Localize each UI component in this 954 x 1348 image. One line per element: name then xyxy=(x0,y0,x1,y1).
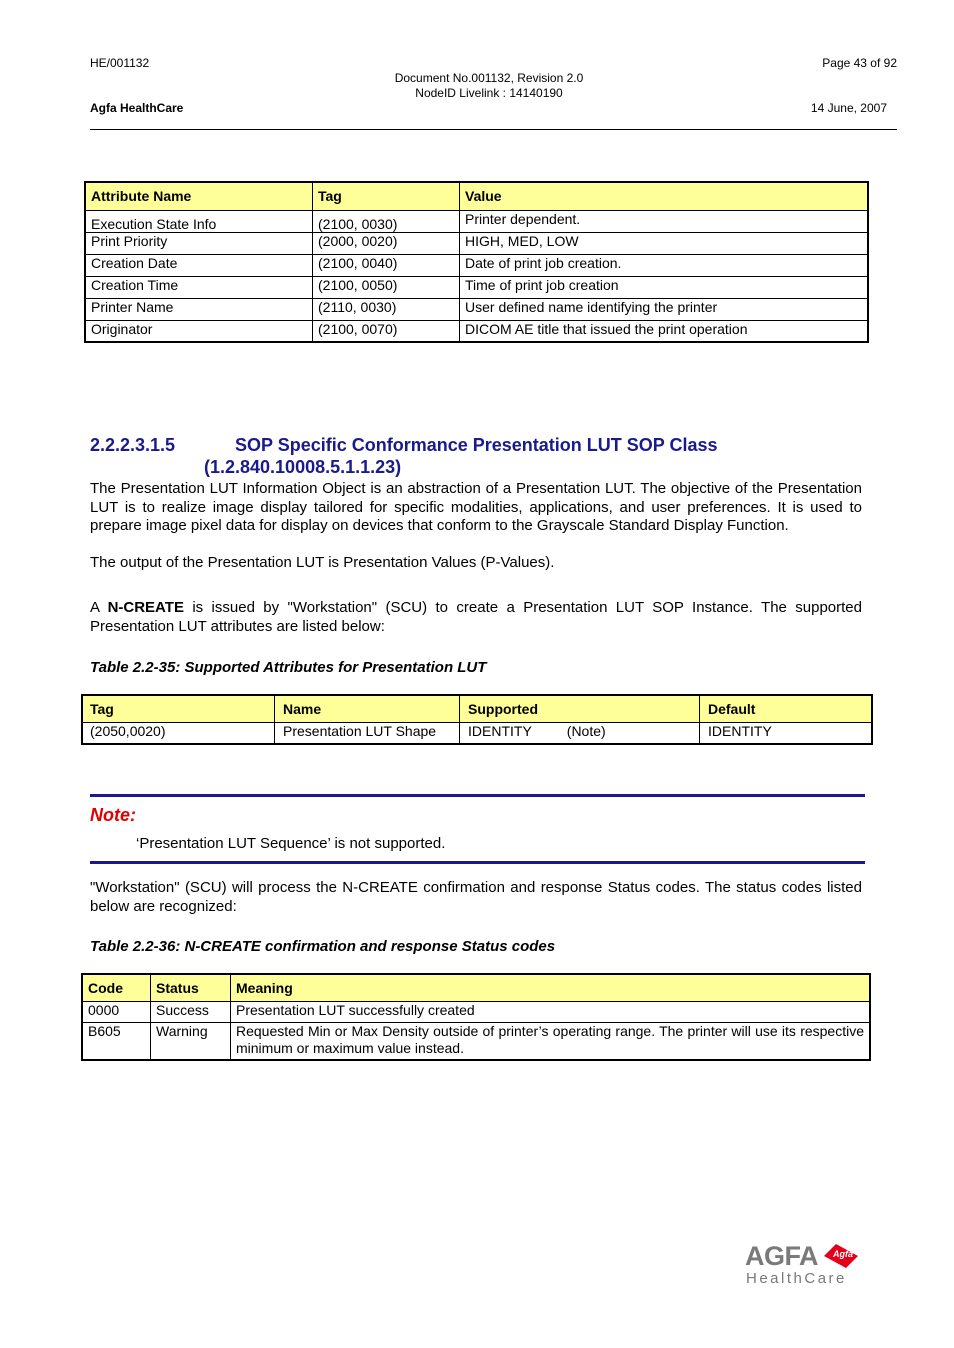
table-cell: Print Priority xyxy=(85,232,313,254)
table-row xyxy=(85,276,868,298)
paragraph-text: is issued by "Workstation" (SCU) to create a Presentation LUT SOP Instance. The supported Presentation LUT attributes are listed below: xyxy=(90,599,862,635)
table-cell: User defined name identifying the printer xyxy=(460,298,869,320)
table-caption: Table 2.2-36: N-CREATE confirmation and response Status codes xyxy=(90,938,556,955)
paragraph: "Workstation" (SCU) will process the N-CREATE confirmation and response Status codes. The status codes listed below are recognized: xyxy=(90,879,862,915)
column-header: Code xyxy=(82,974,151,1001)
node-id: NodeID Livelink : 14140190 xyxy=(415,86,563,100)
table-cell: (2050,0020) xyxy=(82,722,275,744)
table-cell: Originator xyxy=(85,320,313,342)
document-code: HE/001132 xyxy=(90,56,150,70)
column-header: Name xyxy=(275,695,460,722)
table-cell: 0000 xyxy=(82,1001,151,1022)
section-title-oid: (1.2.840.10008.5.1.1.23) xyxy=(204,457,402,477)
column-header: Status xyxy=(151,974,231,1001)
header-rule xyxy=(90,129,897,130)
table-cell: (2100, 0040) xyxy=(313,254,460,276)
supported-note: (Note) xyxy=(566,722,606,739)
column-header: Value xyxy=(460,182,869,210)
table-cell: Presentation LUT Shape xyxy=(275,722,460,744)
table-header-row xyxy=(82,974,870,1001)
page-number: Page 43 of 92 xyxy=(822,56,897,70)
column-header: Tag xyxy=(313,182,460,210)
note-text: ‘Presentation LUT Sequence’ is not supported. xyxy=(136,835,446,852)
table-row xyxy=(82,722,872,744)
column-header: Attribute Name xyxy=(85,182,313,210)
note-title: Note: xyxy=(90,805,136,825)
note-bottom-rule xyxy=(90,861,865,864)
logo-wordmark: AGFA xyxy=(745,1241,819,1271)
paragraph: The output of the Presentation LUT is Presentation Values (P-Values). xyxy=(90,554,555,571)
table-cell: Presentation LUT successfully created xyxy=(231,1001,871,1022)
agfa-healthcare-logo xyxy=(745,1240,865,1290)
note-top-rule xyxy=(90,794,865,797)
table-cell: (2110, 0030) xyxy=(313,298,460,320)
table-row xyxy=(82,1022,870,1060)
table-cell: (2100, 0050) xyxy=(313,276,460,298)
section-title: SOP Specific Conformance Presentation LUT SOP Class xyxy=(235,435,718,455)
attributes-table xyxy=(84,181,869,343)
document-date: 14 June, 2007 xyxy=(810,101,887,115)
logo-subtitle: HealthCare xyxy=(746,1270,847,1287)
n-create-term: N-CREATE xyxy=(107,599,184,616)
table-cell: Success xyxy=(151,1001,231,1022)
table-cell: Creation Time xyxy=(85,276,313,298)
paragraph: The Presentation LUT Information Object is an abstraction of a Presentation LUT. The objective of the Presentation LUT is to realize image display tailored for specific modalities, applications, and user preferences. It is used to prepare image pixel data for display on devices that conform to the Grayscale Standard Display Function. xyxy=(90,480,862,534)
table-caption: Table 2.2-35: Supported Attributes for Presentation LUT xyxy=(90,659,487,676)
table-cell: Date of print job creation. xyxy=(460,254,869,276)
table-header-row xyxy=(82,695,872,722)
status-codes-table xyxy=(81,973,871,1061)
table-cell: Requested Min or Max Density outside of printer’s operating range. The printer will use its respective minimum or maximum value instead. xyxy=(231,1022,871,1060)
section-number: 2.2.2.3.1.5 xyxy=(90,435,176,455)
table-cell: HIGH, MED, LOW xyxy=(460,232,869,254)
table-cell xyxy=(460,722,700,744)
table-cell: (2000, 0020) xyxy=(313,232,460,254)
table-cell: (2100, 0030) xyxy=(313,210,460,232)
column-header: Meaning xyxy=(231,974,871,1001)
column-header: Supported xyxy=(460,695,700,722)
table-cell: IDENTITY xyxy=(700,722,873,744)
table-cell: B605 xyxy=(82,1022,151,1060)
table-row xyxy=(85,298,868,320)
column-header: Tag xyxy=(82,695,275,722)
table-row xyxy=(85,232,868,254)
logo-badge-text: Agfa xyxy=(833,1249,853,1259)
table-cell: DICOM AE title that issued the print operation xyxy=(460,320,869,342)
table-row xyxy=(82,1001,870,1022)
supported-value: IDENTITY xyxy=(468,722,532,739)
company-name: Agfa HealthCare xyxy=(90,101,184,115)
paragraph xyxy=(90,599,862,636)
presentation-lut-table xyxy=(81,694,873,745)
document-number: Document No.001132, Revision 2.0 xyxy=(394,71,584,85)
table-header-row xyxy=(85,182,868,210)
table-cell: Warning xyxy=(151,1022,231,1060)
paragraph-text: A xyxy=(90,599,108,616)
table-cell: Creation Date xyxy=(85,254,313,276)
column-header: Default xyxy=(700,695,873,722)
table-cell: Printer Name xyxy=(85,298,313,320)
table-cell: (2100, 0070) xyxy=(313,320,460,342)
table-cell: Time of print job creation xyxy=(460,276,869,298)
table-cell: Execution State Info xyxy=(85,210,313,232)
table-row xyxy=(85,254,868,276)
table-row xyxy=(85,320,868,342)
table-cell: Printer dependent. xyxy=(460,210,869,232)
table-row xyxy=(85,210,868,232)
